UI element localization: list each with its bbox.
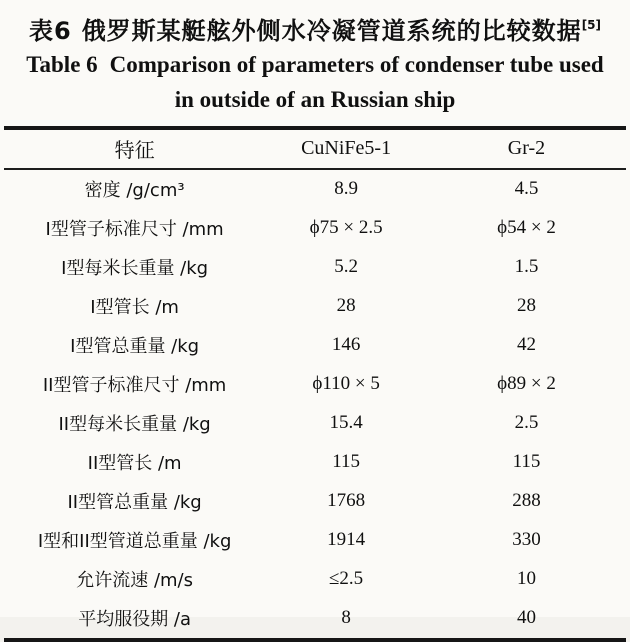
table-title-en-line2: in outside of an Russian ship (174, 87, 456, 112)
feature-cell: 允许流速 /m/s (76, 570, 193, 591)
value-cell: 40 (516, 607, 536, 628)
table-row-type1-total-weight (4, 326, 626, 365)
value-cell: 2.5 (514, 412, 539, 433)
feature-cell: I型管长 /m (90, 297, 179, 318)
header-row (4, 128, 626, 169)
feature-cell: 平均服役期 /a (78, 609, 192, 630)
table-row-type1-size (4, 209, 626, 248)
value-cell: 15.4 (329, 412, 363, 433)
value-cell: 288 (512, 490, 541, 511)
table-body (4, 169, 626, 640)
value-cell: ϕ89 × 2 (497, 373, 556, 394)
table-title-en-text: Comparison of parameters of condenser tube used (109, 52, 604, 77)
value-cell: 1768 (327, 490, 366, 511)
feature-cell: II型管长 /m (87, 453, 182, 474)
value-cell: 4.5 (514, 178, 539, 199)
value-cell: 115 (332, 451, 360, 472)
value-cell: ϕ75 × 2.5 (309, 217, 383, 238)
feature-cell: II型每米长重量 /kg (58, 414, 211, 435)
value-cell: 115 (512, 451, 541, 472)
table-row-allowed-flow-velocity (4, 560, 626, 599)
table-title-chinese (0, 0, 630, 47)
table-title-zh-text: 俄罗斯某艇舷外侧水冷凝管道系统的比较数据 (81, 17, 582, 45)
feature-cell: I型和II型管道总重量 /kg (37, 531, 232, 552)
value-cell: 42 (516, 334, 536, 355)
table-row-type2-length (4, 443, 626, 482)
value-cell: 1914 (327, 529, 366, 550)
feature-cell: 密度 /g/cm³ (84, 180, 185, 201)
table-row-type2-weight-per-meter (4, 404, 626, 443)
table-row-type1-length (4, 287, 626, 326)
feature-cell: I型管子标准尺寸 /mm (45, 219, 224, 240)
value-cell: 8 (341, 607, 351, 628)
table-header (4, 128, 626, 169)
table-row-density (4, 169, 626, 209)
header-gr-2: Gr-2 (507, 137, 546, 159)
table-row-average-service-life (4, 599, 626, 640)
feature-cell: II型管总重量 /kg (67, 492, 202, 513)
value-cell: 330 (512, 529, 541, 550)
table-title-en-number: Table 6 (26, 52, 98, 77)
value-cell: ϕ54 × 2 (497, 217, 556, 238)
table-row-type2-total-weight (4, 482, 626, 521)
value-cell: ≤2.5 (329, 568, 364, 589)
table-row-combined-total-weight (4, 521, 626, 560)
table-title-english (0, 47, 630, 117)
value-cell: 5.2 (334, 256, 358, 277)
header-cunife5-1: CuNiFe5-1 (301, 137, 392, 159)
feature-cell: II型管子标准尺寸 /mm (42, 375, 227, 396)
table-title-zh-number: 表6 (28, 17, 72, 45)
comparison-table (4, 126, 626, 642)
value-cell: 28 (336, 295, 356, 316)
value-cell: 146 (331, 334, 361, 355)
citation-reference: [5] (581, 18, 602, 32)
table-row-type2-size (4, 365, 626, 404)
value-cell: ϕ110 × 5 (312, 373, 380, 394)
value-cell: 28 (516, 295, 536, 316)
table-title-en-line1 (0, 47, 630, 82)
value-cell: 8.9 (334, 178, 358, 199)
value-cell: 1.5 (514, 256, 539, 277)
header-feature: 特征 (114, 140, 155, 162)
table-row-type1-weight-per-meter (4, 248, 626, 287)
feature-cell: I型管总重量 /kg (70, 336, 200, 357)
feature-cell: I型每米长重量 /kg (61, 258, 209, 279)
value-cell: 10 (516, 568, 536, 589)
